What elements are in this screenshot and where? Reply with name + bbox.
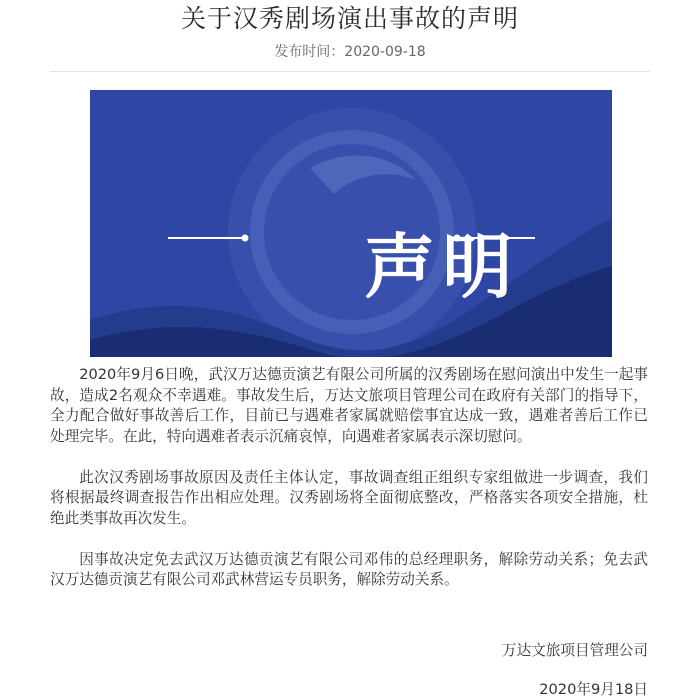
paragraph-3: 因事故决定免去武汉万达德贡演艺有限公司邓伟的总经理职务，解除劳动关系；免去武汉万达德贡演艺有限公司邓武林营运专员职务，解除劳动关系。 <box>50 550 648 588</box>
banner-heading: 声明 <box>364 226 521 308</box>
banner-graphic <box>90 90 612 357</box>
paragraph-2: 此次汉秀剧场事故原因及责任主体认定，事故调查组正组织专家组做进一步调查，我们将根据最终调查报告作出相应处理。汉秀剧场将全面彻底整改，严格落实各项安全措施，杜绝此类事故再次发生。 <box>50 468 648 527</box>
statement-body <box>50 365 648 611</box>
issuer-signature: 万达文旅项目管理公司 <box>502 642 648 659</box>
page-title: 关于汉秀剧场演出事故的声明 <box>180 4 519 33</box>
paragraph-1: 2020年9月6日晚，武汉万达德贡演艺有限公司所属的汉秀剧场在慰问演出中发生一起事故，造成2名观众不幸遇难。事故发生后，万达文旅项目管理公司在政府有关部门的指导下，全力配合做好事故善后工作，目前已与遇难者家属就赔偿事宜达成一致，遇难者善后工作已处理完毕。在此，特向遇难者表示沉痛哀悼，向遇难者家属表示深切慰问。 <box>50 366 648 445</box>
left-decoration-dot <box>242 235 249 242</box>
statement-banner-image <box>90 90 612 357</box>
signature-date: 2020年9月18日 <box>539 681 648 698</box>
publish-date: 发布时间：2020-09-18 <box>274 44 426 60</box>
header-divider <box>50 71 650 72</box>
